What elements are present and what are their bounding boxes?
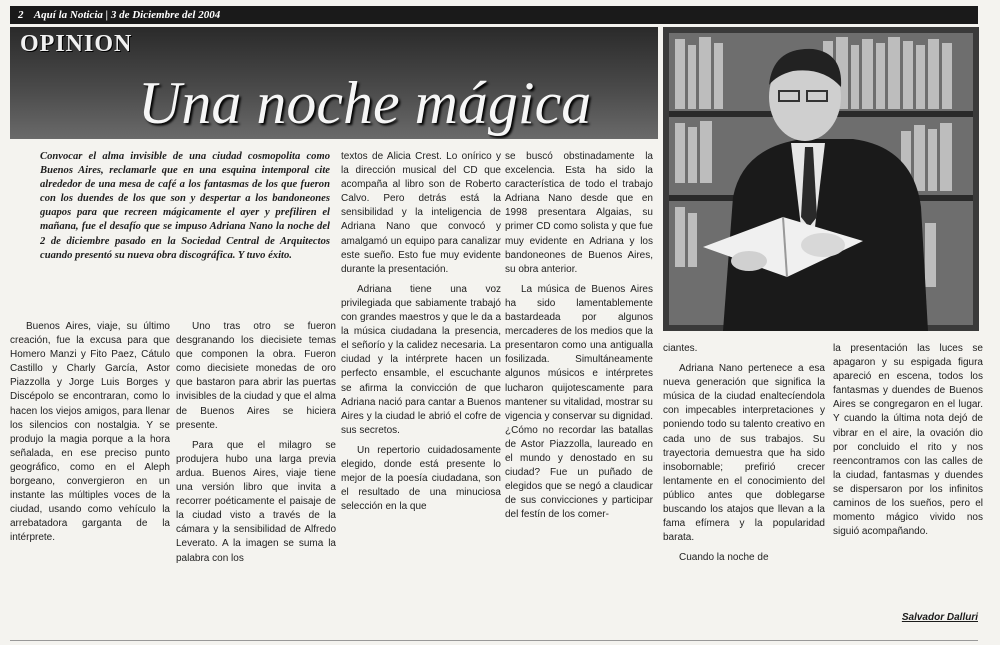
bottom-rule xyxy=(10,640,978,641)
header-text: Aquí la Noticia | 3 de Diciembre del 2004 xyxy=(33,9,221,21)
paragraph: Un repertorio cuidadosamente elegido, donde está presente lo mejor de la poesía ciudadana, son el resultado de una minuciosa selección en la que xyxy=(341,444,501,513)
portrait-photo-icon xyxy=(663,27,979,331)
article-column-6 xyxy=(833,342,983,612)
page-header-strip xyxy=(10,6,978,24)
paragraph: La música de Buenos Aires ha sido lamentablemente bastardeada por algunos mercaderes de los medios que la presentaron como una antigualla fosilizada. Simultáneamente algunos músicos e intérpretes lucharon quijotescamente para mantener su vitalidad, mostrar su vigencia y conservar su dignidad. ¿Cómo no recordar las batallas de Astor Piazzolla, laureado en el mundo y denostado en su ciudad? Fue un puñado de elegidos que se negó a claudicar de sus convicciones y participar del festín de los comer- xyxy=(505,283,653,521)
paragraph: Adriana tiene una voz privilegiada que sabiamente trabajó con grandes maestros y que le da a la música ciudadana la presencia, el señorío y la calidez necesaria. La ciudad y la intérprete hacen un perfecto ensamble, el escuchante se afirma la convicción de que Adriana nació para cantar a Buenos Aires y la ciudad le abrió el cofre de sus secretos. xyxy=(341,283,501,436)
author-photo xyxy=(663,27,979,331)
paragraph: Buenos Aires, viaje, su último creación, fue la excusa para que Homero Manzi y Fito Paez, Cátulo Castillo y Charly García, Astor Piazzolla y Jorge Luis Borges y Discépolo se encontraran, como lo hacen los viejos amigos, para llenar los silencios con nostalgia. Y se produjo la magia porque a la hora señalada, en ese preciso punto geográfico, como en el Aleph borgeano, convergieron en un instante las múltiples voces de la ciudad, usando como vehículo la arrebatadora garganta de la intérprete. xyxy=(10,321,170,544)
paragraph: Para que el milagro se produjera hubo una larga previa ardua. Buenos Aires, viaje tiene una versión libro que invita a recorrer poéticamente el paisaje de la ciudad visto a través de la cámara y la sensibilidad de Alfredo Leverato. A la imagen se suma la palabra con los xyxy=(176,439,336,564)
article-column-5 xyxy=(663,342,825,632)
paragraph: textos de Alicia Crest. Lo onírico y la dirección musical del CD que acompaña al libro son de Roberto Calvo. Pero detrás está la sensibilidad y la inteligencia de Adriana Nano que convocó y amalgamó un equipo para canalizar este sueño. Esto fue muy evidente durante la presentación. xyxy=(341,151,501,275)
headline-banner xyxy=(10,27,658,139)
paragraph: Cuando la noche de xyxy=(679,552,769,564)
article-column-2 xyxy=(176,320,336,632)
article-headline: Una noche mágica xyxy=(138,70,592,136)
author-signature: Salvador Dalluri xyxy=(901,612,978,623)
page-number: 2 xyxy=(18,9,24,21)
article-column-1 xyxy=(10,320,170,632)
paragraph: Adriana Nano pertenece a esa nueva generación que significa la música de la ciudad enaltecíendola con impecables interpretaciones y poniendo todo su talento creativo en cada uno de sus trabajos. Su trayectoria demuestra que ha sido insobornable; prefirió crecer lentamente en el conocimiento del público antes que doblegarse buscando los atajos que llevan a la fama efímera y la popularidad barata. xyxy=(663,363,825,544)
article-column-3 xyxy=(341,150,501,632)
article-column-4 xyxy=(505,150,653,632)
paragraph: ciantes. xyxy=(663,343,698,354)
section-label: OPINION xyxy=(20,31,133,57)
paragraph: la presentación las luces se apagaron y su espigada figura apareció en escena, todos los fantasmas y duendes de Buenos Aires se congregaron en el lugar. Y cuando la última nota dejó de vibrar en el aire, la ovación dio por concluido el rito y nos reencontramos con las calles de la ciudad, fantasmas y duendes se dispersaron por los infinitos caminos de los sueños, pero el momento mágico vivido nos siguió acompañando. xyxy=(833,343,983,538)
article-lead: Convocar el alma invisible de una ciudad cosmopolita como Buenos Aires, reclamarle que en una esquina intemporal cite alrededor de una mesa de café a los fantasmas de los que fueron con los duendes de los que son y despertar a los bandoneones guapos para que recreen mágicamente el ayer y prefiliren el mañana, fue el desafío que se impuso Adriana Nano la noche del 2 de diciembre pasado en la Sociedad Central de Arquitectos cuando presentó su nueva obra discográfica. Y tuvo éxito. xyxy=(40,151,330,261)
paragraph: Uno tras otro se fueron desgranando los diecisiete temas que componen la obra. Fueron como diecisiete monedas de oro que bastaron para abrir las puertas invisibles de la ciudad y que el alma de Buenos Aires se hiciera presente. xyxy=(176,321,336,431)
paragraph: se buscó obstinadamente la excelencia. Esta ha sido la característica de todo el trabajo Adriana Nano desde que en 1998 presentara Algaias, su primer CD como solista y que fue muy evidente en Adriana y los bandoneones de Buenos Aires, su obra anterior. xyxy=(505,151,653,275)
